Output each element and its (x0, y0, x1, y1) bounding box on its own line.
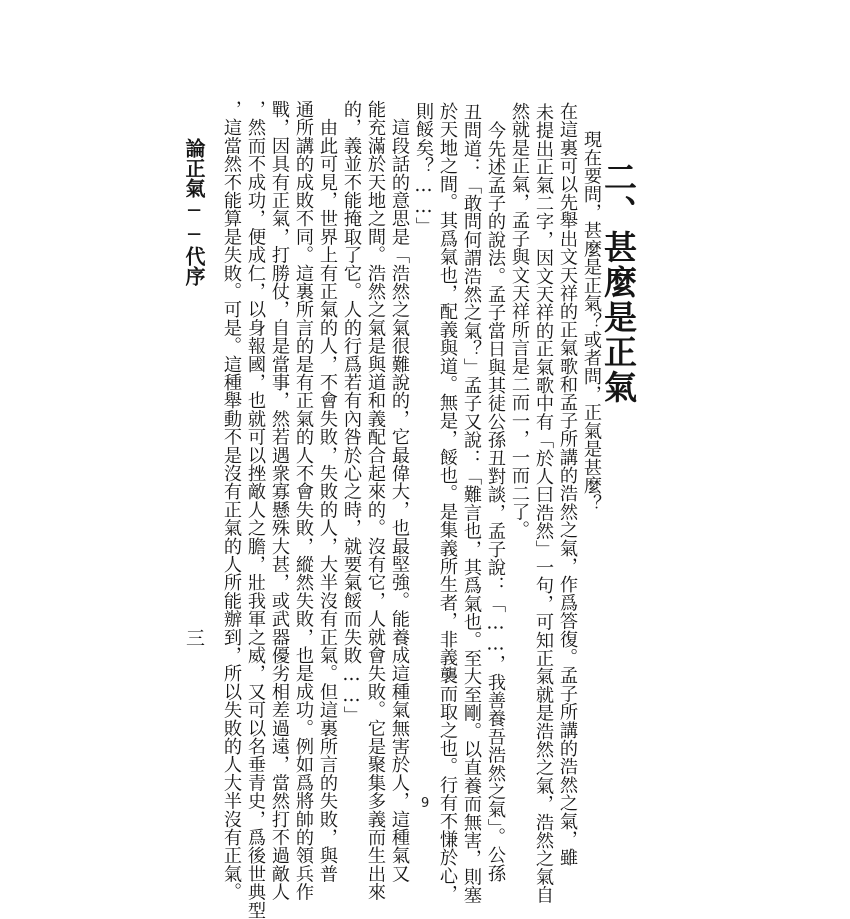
text-column: 則餒矣？……」 (413, 102, 434, 235)
text-column: 丑問道：「敢問何謂浩然之氣？」孟子又說：「難言也，其爲氣也。至大至剛。以直養而無害，則塞 (461, 103, 482, 904)
text-column: 於天地之間。其爲氣也，配義與道。無是，餒也。是集義所生者，非義襲而取之也。行有不慊於心， (437, 102, 458, 903)
footer-page-number: 9 (421, 796, 430, 811)
text-column: ，然而不成功，便成仁，以身報國，也就可以挫敵人之膽，壯我軍之威，又可以名垂青史，爲後世典型 (245, 100, 266, 919)
text-column: ，這當然不能算是失敗。可是。這種舉動不是沒有正氣的人所能辦到，所以失敗的人大半沒有正氣。 (221, 100, 242, 901)
text-column: 這段話的意思是「浩然之氣很難說的，它最偉大，也最堅強。能養成這種氣無害於人，這種氣又 (389, 100, 410, 883)
text-column: 然就是正氣，孟子與文天祥所言是二而一，一而二了。 (509, 102, 530, 539)
text-column: 的，義並不能掩取了它。人的行爲若有內咎於心之時，就要氣餒而失敗……」 (341, 100, 362, 725)
section-heading: 二、甚麼是正氣 (599, 160, 638, 405)
text-column: 今先述孟子的說法。孟子當日與其徒公孫丑對談，孟子說：「……，我善養吾浩然之氣」。公孫 (485, 103, 506, 883)
text-column: 戰，因具有正氣，打勝仗，自是當事，然若遇衆寡懸殊大甚，或武器優劣相差過遠，當然打不過敵人 (269, 100, 290, 901)
running-head: 論正氣──代序 (182, 138, 206, 286)
text-column: 未提出正氣二字，因文天祥的正氣歌中有「於人曰浩然」一句，可知正氣就是浩然之氣，浩然之氣自 (533, 103, 554, 904)
text-column: 現在要問，甚麼是正氣？或者問，正氣是甚麼？ (581, 112, 602, 513)
page-number-chinese: 三 (183, 628, 205, 647)
text-column: 能充滿於天地之間。浩然之氣是與道和義配合起來的。沒有它，人就會失敗。它是聚集多義而生出來 (365, 100, 386, 901)
text-column: 在這裏可以先舉出文天祥的正氣歌和孟子所講的浩然之氣，作爲答復。孟子所講的浩然之氣，雖 (557, 102, 578, 867)
text-column: 通所講的成敗不同。這裏所言的是有正氣的人不會失敗，縱然失敗，也是成功。例如爲將帥的領兵作 (293, 100, 314, 901)
text-column: 由此可見，世界上有正氣的人，不會失敗，失敗的人，大半沒有正氣。但這裏所言的失敗，與普 (317, 100, 338, 883)
